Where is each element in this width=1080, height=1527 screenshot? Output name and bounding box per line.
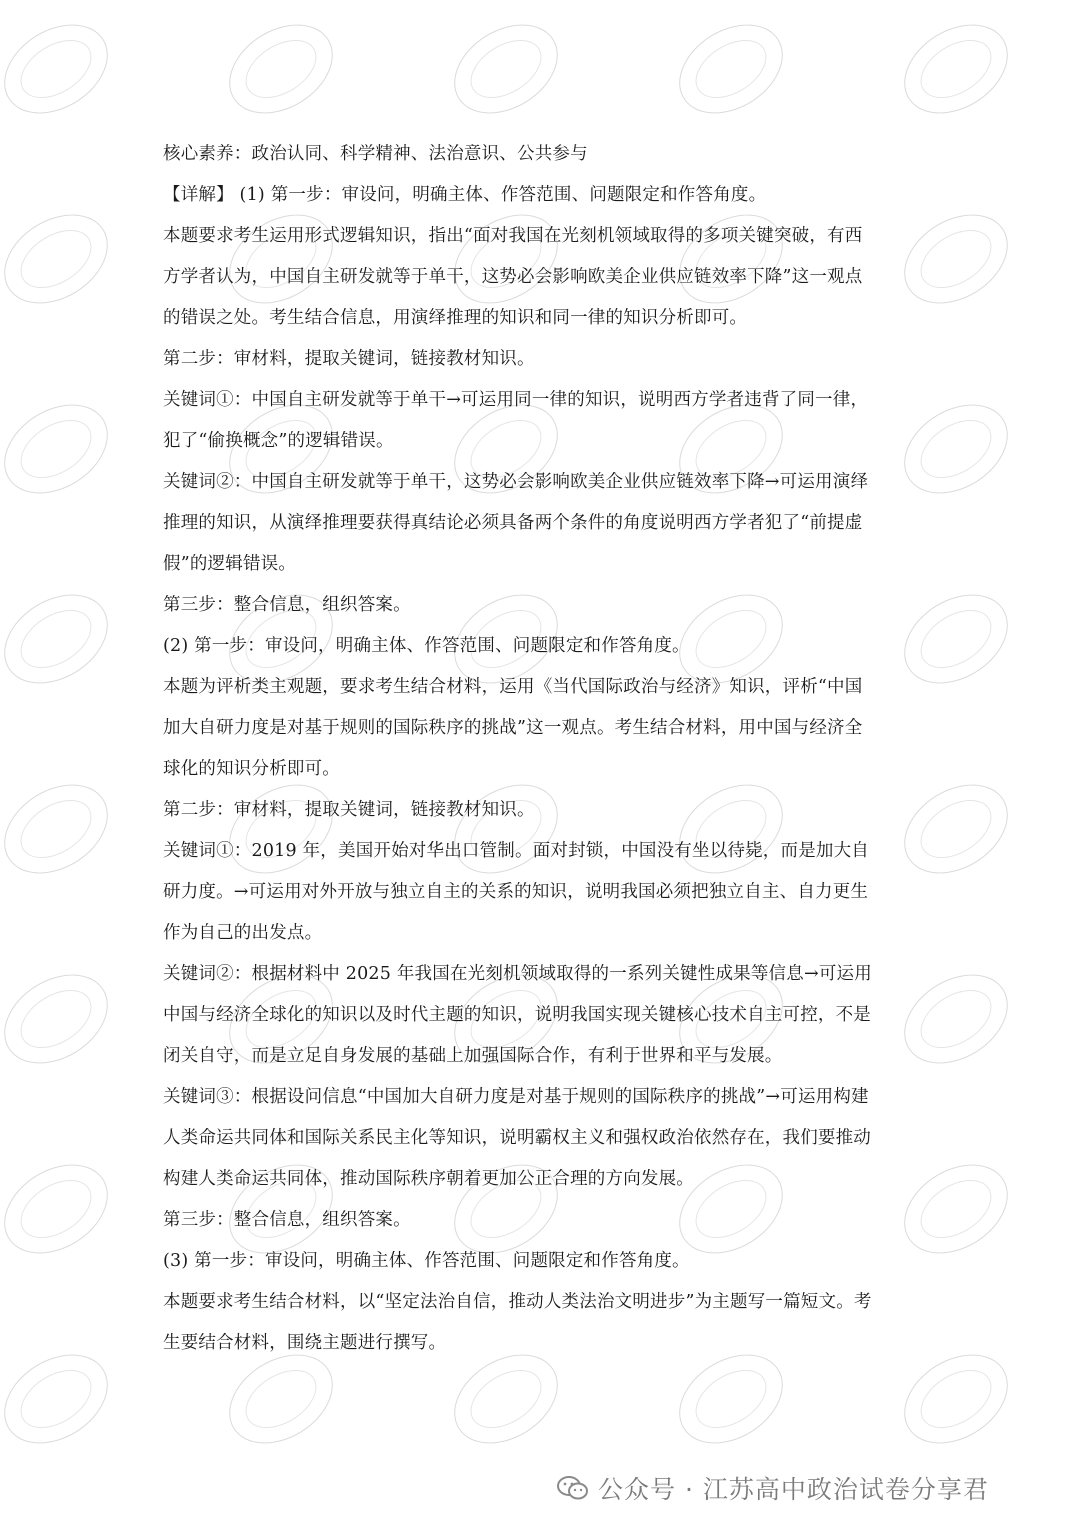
watermark-stamp bbox=[0, 1146, 124, 1271]
step-heading: 第三步：整合信息，组织答案。 bbox=[163, 1210, 411, 1230]
text-line: 关键词②：根据材料中 2025 年我国在光刻机领域取得的一系列关键性成果等信息→可运用 bbox=[163, 964, 872, 984]
watermark-stamp bbox=[663, 6, 799, 131]
step-heading: 第三步：整合信息，组织答案。 bbox=[163, 595, 411, 615]
step-heading: 第二步：审材料，提取关键词，链接教材知识。 bbox=[163, 800, 535, 820]
watermark-stamp bbox=[0, 196, 124, 321]
text-line: 关键词①：2019 年，美国开始对华出口管制。面对封锁，中国没有坐以待毙，而是加大自 bbox=[163, 841, 869, 861]
wechat-account-footer bbox=[556, 1468, 989, 1508]
text-line: 球化的知识分析即可。 bbox=[163, 759, 340, 779]
watermark-stamp bbox=[0, 386, 124, 511]
watermark-stamp bbox=[888, 6, 1024, 131]
text-line: 加大自研力度是对基于规则的国际秩序的挑战”这一观点。考生结合材料，用中国与经济全 bbox=[163, 718, 863, 738]
text-line: 关键词②：中国自主研发就等于单干，这势必会影响欧美企业供应链效率下降→可运用演绎 bbox=[163, 472, 869, 492]
text-line: 研力度。→可运用对外开放与独立自主的关系的知识，说明我国必须把独立自主、自力更生 bbox=[163, 882, 869, 902]
watermark-stamp bbox=[213, 6, 349, 131]
question-heading: (3) 第一步：审设问，明确主体、作答范围、问题限定和作答角度。 bbox=[163, 1251, 690, 1271]
text-line: 本题要求考生结合材料，以“坚定法治自信，推动人类法治文明进步”为主题写一篇短文。考 bbox=[163, 1292, 872, 1312]
text-line: 假”的逻辑错误。 bbox=[163, 554, 297, 574]
watermark-stamp bbox=[0, 6, 124, 131]
footer-text: 公众号 · 江苏高中政治试卷分享君 bbox=[598, 1475, 989, 1504]
text-line: 人类命运共同体和国际关系民主化等知识，说明霸权主义和强权政治依然存在，我们要推动 bbox=[163, 1128, 871, 1148]
watermark-stamp bbox=[0, 956, 124, 1081]
core-literacy-line: 核心素养：政治认同、科学精神、法治意识、公共参与 bbox=[163, 144, 588, 164]
text-line: 构建人类命运共同体，推动国际秩序朝着更加公正合理的方向发展。 bbox=[163, 1169, 694, 1189]
wechat-icon bbox=[556, 1474, 590, 1502]
watermark-stamp bbox=[438, 6, 574, 131]
question-heading: (2) 第一步：审设问，明确主体、作答范围、问题限定和作答角度。 bbox=[163, 636, 690, 656]
text-line: 的错误之处。考生结合信息，用演绎推理的知识和同一律的知识分析即可。 bbox=[163, 308, 748, 328]
text-line: 本题要求考生运用形式逻辑知识，指出“面对我国在光刻机领域取得的多项关键突破，有西 bbox=[163, 226, 863, 246]
document-body bbox=[163, 134, 923, 1364]
text-line: 闭关自守，而是立足自身发展的基础上加强国际合作，有利于世界和平与发展。 bbox=[163, 1046, 783, 1066]
text-line: 方学者认为，中国自主研发就等于单干，这势必会影响欧美企业供应链效率下降”这一观点 bbox=[163, 267, 863, 287]
step-heading: 第二步：审材料，提取关键词，链接教材知识。 bbox=[163, 349, 535, 369]
watermark-stamp bbox=[0, 1336, 124, 1461]
text-line: 推理的知识，从演绎推理要获得真结论必须具备两个条件的角度说明西方学者犯了“前提虚 bbox=[163, 513, 863, 533]
text-line: 关键词①：中国自主研发就等于单干→可运用同一律的知识，说明西方学者违背了同一律， bbox=[163, 390, 869, 410]
text-line: 作为自己的出发点。 bbox=[163, 923, 323, 943]
detail-heading: 【详解】 (1) 第一步：审设问，明确主体、作答范围、问题限定和作答角度。 bbox=[163, 185, 767, 205]
text-line: 生要结合材料，围绕主题进行撰写。 bbox=[163, 1333, 447, 1353]
text-line: 犯了“偷换概念”的逻辑错误。 bbox=[163, 431, 394, 451]
watermark-stamp bbox=[0, 766, 124, 891]
watermark-stamp bbox=[0, 576, 124, 701]
text-line: 本题为评析类主观题，要求考生结合材料，运用《当代国际政治与经济》知识，评析“中国 bbox=[163, 677, 863, 697]
text-line: 关键词③：根据设问信息“中国加大自研力度是对基于规则的国际秩序的挑战”→可运用构建 bbox=[163, 1087, 869, 1107]
text-line: 中国与经济全球化的知识以及时代主题的知识，说明我国实现关键核心技术自主可控，不是 bbox=[163, 1005, 871, 1025]
